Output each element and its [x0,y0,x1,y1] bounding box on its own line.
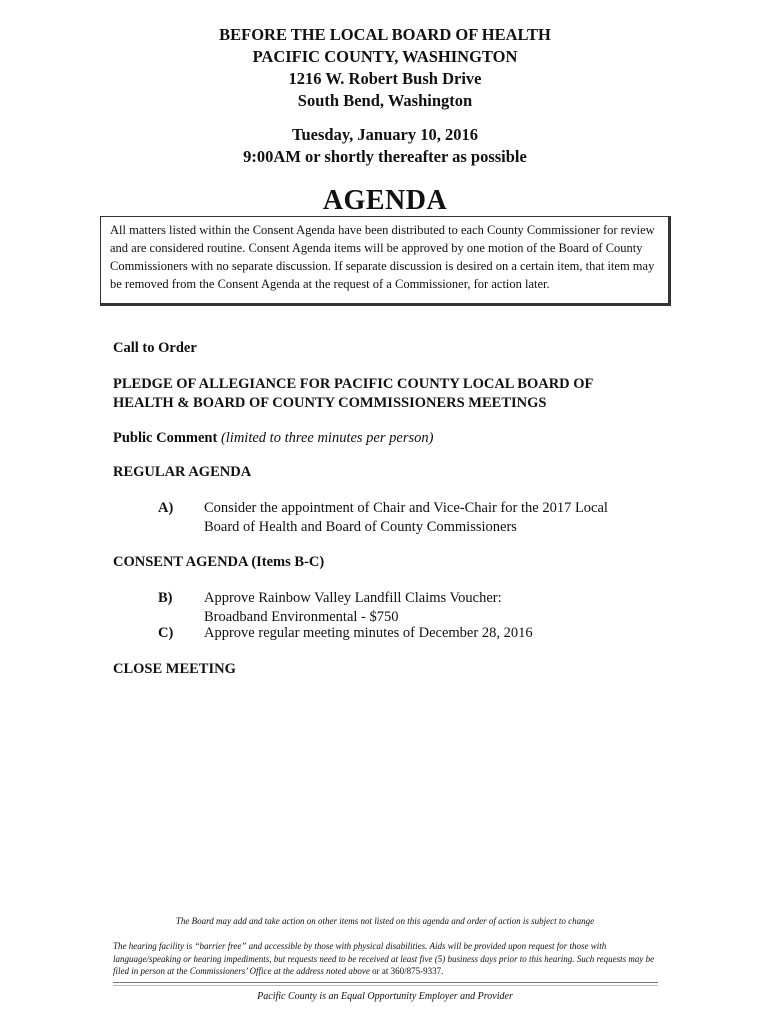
consent-agenda-heading: CONSENT AGENDA (Items B-C) [113,554,325,570]
public-comment-label: Public Comment [113,430,218,446]
item-letter: C) [158,625,174,641]
header-line-1: BEFORE THE LOCAL BOARD OF HEALTH [219,25,551,44]
accessibility-note [113,940,658,978]
regular-agenda-heading: REGULAR AGENDA [113,464,252,480]
item-text: Approve Rainbow Valley Landfill Claims Voucher: Broadband Environmental - $750 [204,590,502,625]
agenda-title: AGENDA [322,185,448,216]
header-city: South Bend, Washington [297,91,473,110]
document-header [0,24,770,168]
footer-divider [113,982,658,983]
call-to-order: Call to Order [113,340,197,356]
pledge-heading: PLEDGE OF ALLEGIANCE FOR PACIFIC COUNTY LOCAL BOARD OF HEALTH & BOARD OF COUNTY COMMISSIONERS MEETINGS [113,376,593,411]
footer-divider-secondary [113,985,658,986]
item-letter: B) [158,590,173,606]
item-letter: A) [158,500,174,516]
public-comment-note: (limited to three minutes per person) [220,430,434,446]
header-line-2: PACIFIC COUNTY, WASHINGTON [252,47,518,66]
board-change-note: The Board may add and take action on other items not listed on this agenda and order of action is subject to change [175,916,595,926]
eeo-statement: Pacific County is an Equal Opportunity Employer and Provider [257,991,513,1002]
meeting-date: Tuesday, January 10, 2016 [292,125,478,144]
meeting-time: 9:00AM or shortly thereafter as possible [243,147,527,166]
accessibility-text: The hearing facility is “barrier free” and accessible by those with physical disabilities. Aids will be provided upon request for those with language/speaking or hearing impediments, but requests need to be received at least five (5) business days prior to this hearing. Such requests may be filed in person at the Commissioners’ Office at the address noted above [113,941,655,976]
close-meeting: CLOSE MEETING [113,661,236,677]
public-comment [113,429,673,448]
item-text: Consider the appointment of Chair and Vice-Chair for the 2017 Local Board of Health and Board of County Commissioners [204,500,608,535]
item-text: Approve regular meeting minutes of December 28, 2016 [204,625,533,641]
consent-notice-box: All matters listed within the Consent Agenda have been distributed to each County Commissioner for review and are considered routine. Consent Agenda items will be approved by one motion of the Board of County Commissioners with no separate discussion. If separate discussion is desired on a certain item, that item may be removed from the Consent Agenda at the request of a Commissioner, for action later. [100,216,671,306]
header-address: 1216 W. Robert Bush Drive [288,69,482,88]
accessibility-phone: or at 360/875-9337. [369,966,444,976]
header-spacer [0,112,770,124]
